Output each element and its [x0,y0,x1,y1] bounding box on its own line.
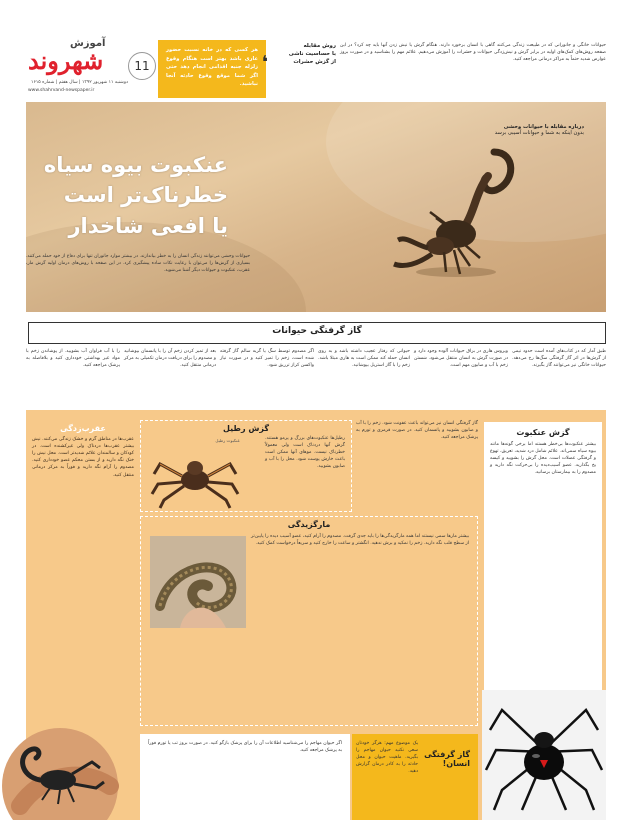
tarantula-text: رطیل‌ها عنکبوت‌های بزرگ و پرمو هستند. گزش آنها دردناک است ولی معمولاً خطرناک نیست. موهای آنها ممکن است باعث خارش پوست شود. محل را با آب و صابون بشویید. [265,436,345,470]
column [124,348,216,408]
tarantula-caption: عنکبوت رطیل [215,438,240,443]
hero-intro [26,254,250,275]
bottom-box-title: انسان! [442,759,470,768]
page-header [0,0,630,98]
site-url[interactable]: www.shahrvand-newspaper.ir [28,88,95,93]
spider-text: بیشتر عنکبوت‌ها بی‌خطر هستند اما برخی گونه‌ها مانند بیوه سیاه سمی‌اند. علائم شامل درد شدید، تعریق، تهوع و گرفتگی عضلات است. محل گزش را بشویید و کیسه یخ بگذارید. عضو آسیب‌دیده را بی‌حرکت نگه دارید و مصدوم را به بیمارستان برسانید. [490,442,596,476]
hero-title-line: خطرناک‌تر است [63,183,228,208]
spider-title: گزش عنکبوت [516,428,570,437]
black-widow-image [482,690,606,820]
top-article-text: حیوانات خانگی و جانورانی که در طبیعت زندگی می‌کنند گاهی با انسان برخورد دارند. هنگام گزش یا نیش زدن آنها باید چه کرد؟ در این صفحه روش‌های کمک‌های اولیه در برابر گزش و نیش‌زدگی حیوانات و حشرات را آموزش می‌دهیم. علائم مهم را بشناسید و در صورت بروز عوارض شدید حتماً به مراکز درمانی مراجعه کنید. [340,43,606,63]
quote-text: هر کسی که در خانه نسبت حضور عاری باشد بهتر است هنگام وقوع زلزله جنبه اقدامی انجام دهد حتی اگر شما موقع وقوع حادثه آنجا نباشید. [166,47,258,88]
tarantula-title: گزش رطیل [223,424,269,433]
hero-subtitle [414,124,584,136]
snake-image [150,536,246,628]
scorpion-hand-image [0,726,120,820]
hero-subtitle-line: بدون اینکه به شما و حیوانات آسیبی برسد [494,130,584,136]
hero-intro-text: حیوانات وحشی می‌توانند زندگی انسان را به خطر بیاندازند. در بیشتر موارد جانوران تنها برای دفاع از خود حمله می‌کنند. بسیاری از گزش‌ها را می‌توان با رعایت نکات ساده پیشگیری کرد. در این صفحه با روش‌های درمان اولیه گزش مار، عقرب، عنکبوت و حیوانات دیگر آشنا می‌شوید. [26,254,250,273]
column [414,348,508,408]
page-number: 11 [128,52,156,80]
quote-box [158,40,266,98]
spider-section [484,422,602,722]
hero-title-line: یا افعی شاخدار [68,213,228,238]
column-text: طبق آمار که در کتاب‌های آمده است حدود نیمی از گزش‌ها در اثر گاز گرفتگی سگ‌ها رخ می‌دهد. حیوانات خانگی نیز می‌توانند گاز بگیرند. [512,349,606,369]
hero-subtitle-line: درباره مقابله با حیوانات وحشی [503,124,584,130]
column [220,348,314,408]
banner-title: گاز گرفتگی حیوانات [272,326,362,336]
column-text: ویروس هاری در بزاق حیوانات آلوده وجود دارد و در صورت گزش به انسان منتقل می‌شود. شستن زخم با آب و صابون مهم است. [414,349,508,369]
issue-date: دوشنبه ۱۱ شهریور ۱۳۹۲ | سال هفتم | شماره ۱۶۱۵ [31,80,128,85]
logo: شهروند [28,46,104,75]
side-title-line: با حساسیت ناشی [288,51,336,58]
bottom-left-text-body: اگر حیوان مهاجم را می‌شناسید اطلاعات آن را برای پزشک بازگو کنید. در صورت بروز تب یا تورم فوراً به پزشک مراجعه کنید. [148,741,342,754]
logo-subtitle: آموزش [70,38,106,49]
bottom-note [352,736,422,816]
bottom-box-title: گاز گرفتگی [424,750,470,759]
scorpion-text: عقرب‌ها در مناطق گرم و خشک زندگی می‌کنند. نیش بیشتر عقرب‌ها دردناک ولی غیرکشنده است. در کودکان و سالمندان علائم شدیدتر است. محل نیش را خنک نگه دارید و از بستن محکم عضو خودداری کنید. مصدوم را آرام نگه دارید و فوراً به مرکز درمانی منتقل کنید. [32,437,134,478]
side-title [276,42,336,66]
quote-icon: ❛ [261,52,268,73]
column-text: بعد از تمیز کردن زخم آن را با پانسمان بپوشانید و مصدوم را برای دریافت درمان تکمیلی به مرکز درمانی منتقل کنید. [124,349,216,369]
scorpion-title: عقرب‌زدگی [60,424,106,433]
column [318,348,410,408]
tarantula-image [150,450,240,510]
column-text: اگر مصدوم توسط سگ یا گربه سالم گاز گرفته شده است، زخم را تمیز کنید و در صورت نیاز واکسن کزاز تزریق شود. [220,349,314,369]
scorpion-image [384,132,524,282]
hero-title-line: عنکبوت بیوه سیاه [43,153,228,177]
bites-general [356,420,478,512]
hero-photo [26,102,606,312]
bites-general-text: گاز گرفتگی انسان نیز می‌تواند باعث عفونت شود. زخم را با آب و صابون بشویید و پانسمان کنید. در صورت قرمزی و تورم به پزشک مراجعه کنید. [356,421,478,441]
snake-title: مارگزیدگی [287,520,331,529]
side-title-line: روش مقابله [303,43,336,49]
section-banner [28,322,606,344]
snake-text: بیشتر مارها سمی نیستند اما همه مارگزیدگی‌ها را باید جدی گرفت. مصدوم را آرام کنید، عضو آسیب دیده را پایین‌تر از سطح قلب نگه دارید. زخم را نمکید و برش ندهید. انگشتر و ساعت را خارج کنید و سریعاً درخواست کمک کنید. [251,534,469,547]
bottom-note-text: یک موضوع مهم: هرگز خودتان سعی نکنید حیوان مهاجم را بگیرید. ماهیت حیوان و محل حادثه را به کادر درمان گزارش دهید. [356,741,418,775]
bottom-left-text [140,734,350,820]
column [26,348,120,408]
top-article [340,42,606,94]
column [512,348,606,408]
side-title-line: از گزش حشرات [293,59,336,66]
column-text: را با آب فراوان آب بشویید. از پوشاندن زخم با مواد غیر بهداشتی خودداری کنید و بلافاصله به پزشک مراجعه کنید. [26,349,120,369]
scorpion-section [30,420,136,720]
column-text: حیوانی که رفتار عجیب داشته باشد و به روی انسان حمله کند ممکن است به هاری مبتلا باشد. زخم را با گاز استریل بپوشانید. [318,349,410,369]
hero-title [38,150,228,241]
